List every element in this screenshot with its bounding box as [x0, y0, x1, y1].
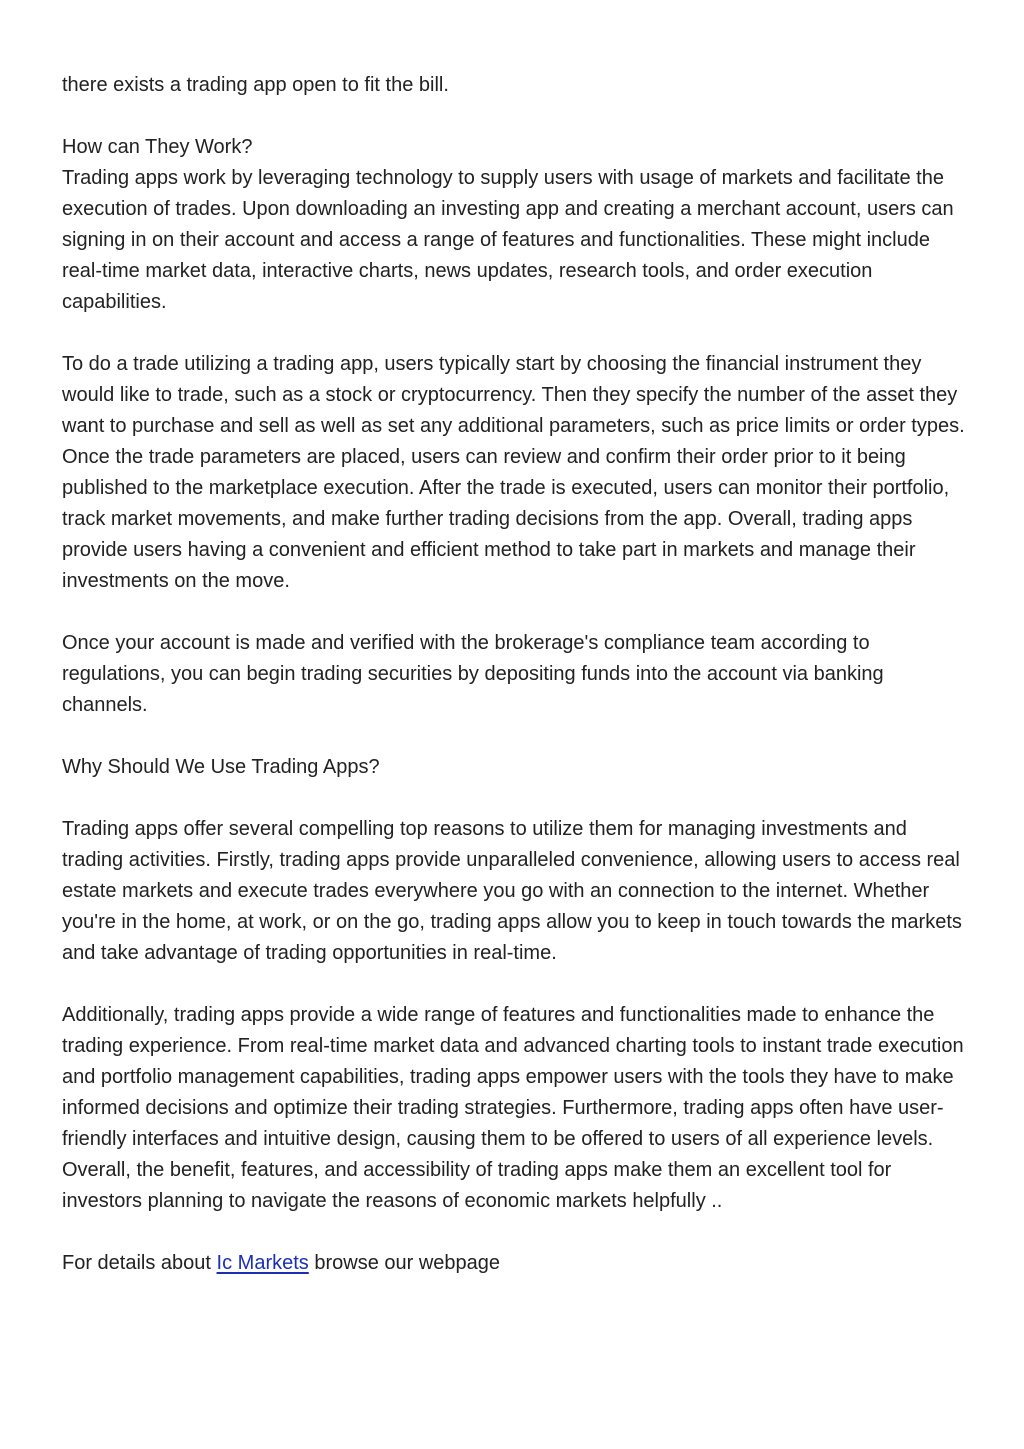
paragraph-features: Additionally, trading apps provide a wide range of features and functionalities made to enhance the trading experience. From real-time market data and advanced charting tools to instant trade execution and portfolio management capabilities, trading apps empower users with the tools they have to make informed decisions and optimize their trading strategies. Furthermore, trading apps often have user-friendly interfaces and intuitive design, causing them to be offered to users of all experience levels. Overall, the benefit, features, and accessibility of trading apps make them an excellent tool for investors planning to navigate the reasons of economic markets helpfully .. — [62, 1004, 964, 1212]
heading-how-they-work: How can They Work? — [62, 136, 253, 158]
footer-prefix: For details about — [62, 1252, 211, 1274]
heading-why-use-trading-apps: Why Should We Use Trading Apps? — [62, 756, 380, 778]
paragraph-how-they-work: Trading apps work by leveraging technology to supply users with usage of markets and facilitate the execution of trades. Upon downloading an investing app and creating a merchant account, users can signing in on their account and access a range of features and functionalities. These might include real-time market data, interactive charts, news updates, research tools, and order execution capabilities. — [62, 167, 954, 313]
paragraph-reasons: Trading apps offer several compelling top reasons to utilize them for managing investments and trading activities. Firstly, trading apps provide unparalleled convenience, allowing users to access real estate markets and execute trades everywhere you go with an connection to the internet. Whether you're in the home, at work, or on the go, trading apps allow you to keep in touch towards the markets and take advantage of trading opportunities in real-time. — [62, 818, 962, 964]
paragraph-intro: there exists a trading app open to fit the bill. — [62, 74, 449, 96]
document-body — [62, 70, 972, 1310]
footer-line — [62, 1248, 972, 1279]
ic-markets-link[interactable]: Ic Markets — [216, 1252, 309, 1274]
paragraph-doing-a-trade: To do a trade utilizing a trading app, users typically start by choosing the financial instrument they would like to trade, such as a stock or cryptocurrency. Then they specify the number of the asset they want to purchase and sell as well as set any additional parameters, such as price limits or order types. Once the trade parameters are placed, users can review and confirm their order prior to it being published to the marketplace execution. After the trade is executed, users can monitor their portfolio, track market movements, and make further trading decisions from the app. Overall, trading apps provide users having a convenient and efficient method to take part in markets and manage their investments on the move. — [62, 353, 965, 592]
footer-suffix: browse our webpage — [314, 1252, 501, 1274]
paragraph-account-setup: Once your account is made and verified with the brokerage's compliance team according to regulations, you can begin trading securities by depositing funds into the account via banking channels. — [62, 632, 884, 716]
